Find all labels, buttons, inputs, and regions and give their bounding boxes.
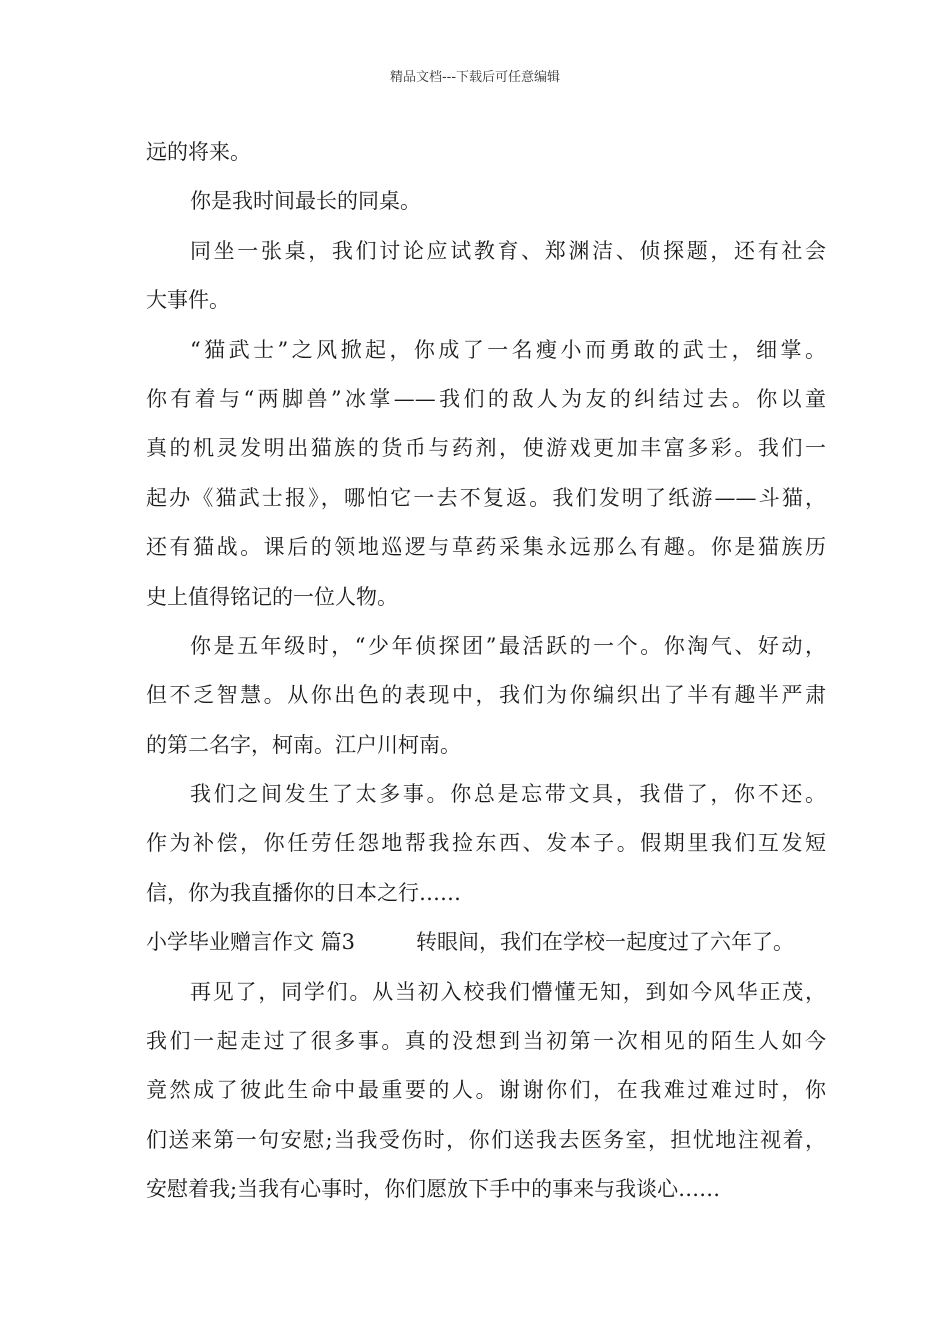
page-header: 精品文档---下载后可任意编辑 [389,70,561,85]
section-heading-line [146,918,826,967]
text-line: 起办《猫武士报》，哪怕它一去不复返。我们发明了纸游——斗猫， [146,485,826,510]
text-line: 史上值得铭记的一位人物。 [146,584,398,609]
document-body [146,128,826,1215]
text-line: 们送来第一句安慰;当我受伤时，你们送我去医务室，担忧地注视着， [146,1127,826,1152]
text-line: 真的机灵发明出猫族的货币与药剂，使游戏更加丰富多彩。我们一 [146,436,826,461]
text-line: 的第二名字，柯南。江户川柯南。 [146,732,461,757]
text-line: 竟然成了彼此生命中最重要的人。谢谢你们，在我难过难过时，你 [146,1078,826,1103]
text-line: 我们一起走过了很多事。真的没想到当初第一次相见的陌生人如今 [146,1029,826,1054]
text-line: 作为补偿，你任劳任怨地帮我捡东西、发本子。假期里我们互发短 [146,831,826,856]
paragraph-start: 我们之间发生了太多事。你总是忘带文具，我借了，你不还。 [190,782,826,807]
paragraph-start: 同坐一张桌，我们讨论应试教育、郑渊洁、侦探题，还有社会 [190,238,826,263]
section-heading-title: 小学毕业赠言作文 篇3 [146,930,356,955]
text-line: 你有着与“两脚兽”冰掌——我们的敌人为友的纠结过去。你以童 [146,386,826,411]
paragraph-start: 再见了，同学们。从当初入校我们懵懂无知，到如今风华正茂， [190,979,826,1004]
text-line: 安慰着我;当我有心事时，你们愿放下手中的事来与我谈心…… [146,1177,721,1202]
text-line: 还有猫战。课后的领地巡逻与草药采集永远那么有趣。你是猫族历 [146,535,826,560]
text-line: 大事件。 [146,288,230,313]
text-line: 但不乏智慧。从你出色的表现中，我们为你编织出了半有趣半严肃 [146,683,826,708]
text-line: 远的将来。 [146,140,251,164]
paragraph-start: 你是我时间最长的同桌。 [190,189,421,214]
paragraph-start: “猫武士”之风掀起，你成了一名瘦小而勇敢的武士，细掌。 [190,337,826,362]
text-line: 信，你为我直播你的日本之行…… [146,880,461,905]
paragraph-start: 你是五年级时，“少年侦探团”最活跃的一个。你淘气、好动， [190,633,826,658]
section-heading-text: 转眼间，我们在学校一起度过了六年了。 [416,930,794,955]
